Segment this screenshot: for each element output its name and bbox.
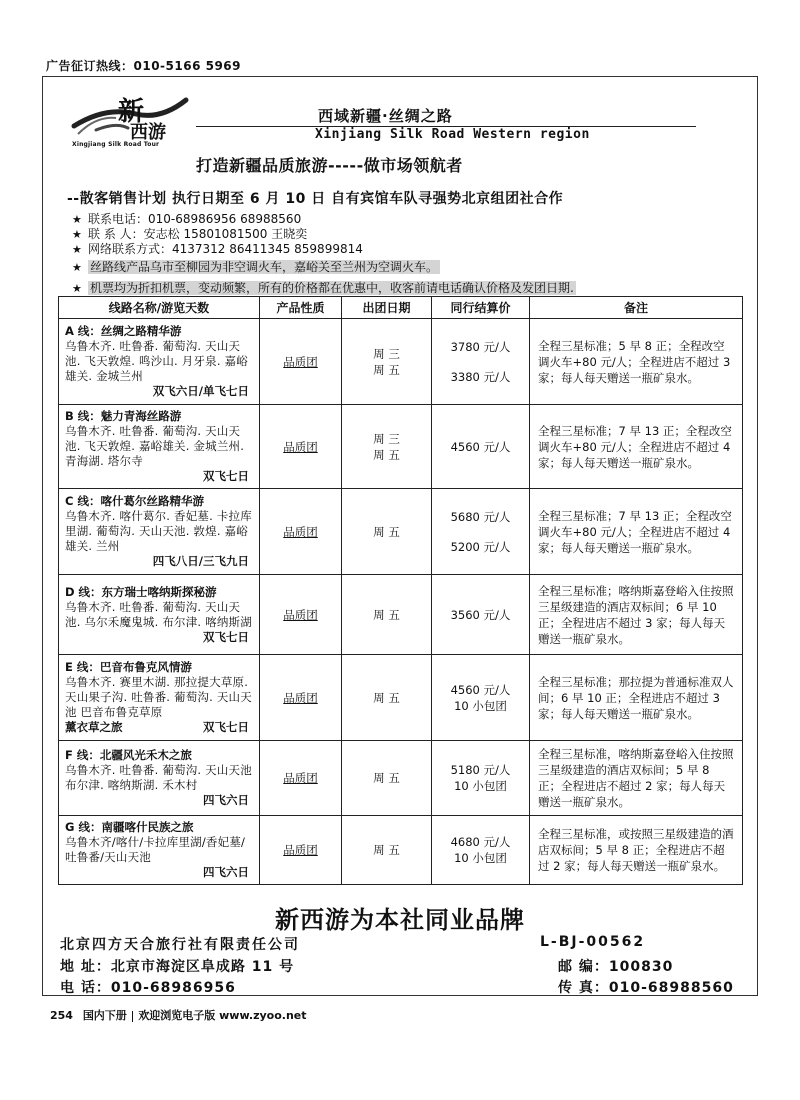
price: 4680 元/人 [450, 835, 511, 849]
route-title: B 线：魅力青海丝路游 [65, 409, 182, 423]
route-description: 乌鲁木齐. 吐鲁番. 葡萄沟. 天山天池. 飞天敦煌. 鸣沙山. 月牙泉. 嘉峪雄关. 金城兰州 [65, 339, 248, 383]
price-cell [432, 741, 530, 816]
price: 5200 元/人 [450, 539, 511, 554]
brand-title: 西域新疆·丝绸之路 [318, 107, 453, 125]
table-row [59, 741, 743, 816]
page-number: 254 [50, 1009, 73, 1022]
table-header-row [59, 297, 743, 319]
price-cell [432, 816, 530, 885]
route-table [58, 296, 743, 885]
note-cell [530, 489, 743, 575]
departure-day: 周 五 [373, 447, 400, 462]
header-type: 产品性质 [260, 297, 342, 319]
route-theme: 薰衣草之旅 [65, 720, 123, 734]
star-icon: ★ [72, 243, 82, 256]
product-type-cell [260, 405, 342, 489]
price: 4560 元/人 [450, 439, 511, 454]
slogan: 打造新疆品质旅游-----做市场领航者 [196, 156, 463, 175]
note-cell [530, 319, 743, 405]
product-type: 品质团 [283, 690, 318, 705]
departure-cell [342, 319, 432, 405]
route-note: 全程三星标准；7 早 13 正；全程改空调火车+80 元/人；全程进店不超过 4 家；每人每天赠送一瓶矿泉水。 [538, 508, 732, 555]
departure-day: 周 五 [373, 771, 400, 785]
route-title: C 线：喀什葛尔丝路精华游 [65, 494, 204, 508]
product-type-cell [260, 319, 342, 405]
product-type: 品质团 [283, 354, 318, 369]
route-note: 全程三星标准；7 早 13 正；全程改空调火车+80 元/人；全程进店不超过 4 家；每人每天赠送一瓶矿泉水。 [538, 423, 732, 470]
price: 3380 元/人 [450, 369, 511, 384]
note-cell [530, 405, 743, 489]
page-footer [50, 1007, 307, 1023]
route-cell [59, 816, 260, 885]
departure-cell [342, 816, 432, 885]
footer-divider [132, 1011, 134, 1022]
star-icon: ★ [72, 282, 82, 295]
price: 10 小包团 [454, 779, 507, 793]
note-cell [530, 741, 743, 816]
table-row [59, 655, 743, 741]
route-cell [59, 575, 260, 655]
route-title: A 线：丝绸之路精华游 [65, 324, 182, 338]
route-duration: 双飞七日 [203, 629, 249, 644]
route-duration: 双飞七日 [203, 469, 249, 483]
company-postcode: 邮 编：100830 [558, 959, 674, 975]
route-flight: 双飞七日 [203, 720, 249, 734]
departure-cell [342, 405, 432, 489]
price-cell [432, 575, 530, 655]
departure-day: 周 五 [373, 843, 400, 857]
table-row [59, 405, 743, 489]
route-description: 乌鲁木齐. 吐鲁番. 葡萄沟. 天山天池布尔津. 喀纳斯湖. 禾木村 [65, 763, 252, 792]
route-duration: 双飞六日/单飞七日 [152, 384, 249, 398]
header-note: 备注 [530, 297, 743, 319]
departure-day: 周 五 [373, 362, 400, 377]
company-address: 地 址：北京市海淀区阜成路 11 号 [60, 959, 295, 975]
table-row [59, 319, 743, 405]
price-cell [432, 655, 530, 741]
company-phone: 电 话：010-68986956 [60, 980, 236, 996]
product-type-cell [260, 655, 342, 741]
route-title: D 线：东方瑞士喀纳斯探秘游 [65, 584, 217, 599]
route-note: 全程三星标准；那拉提为普通标准双人间；6 早 10 正；全程进店不超过 3 家；每人每天赠送一瓶矿泉水。 [538, 674, 734, 721]
price: 5180 元/人 [450, 763, 511, 777]
note-cell [530, 816, 743, 885]
route-title: F 线：北疆风光禾木之旅 [65, 748, 192, 762]
product-type: 品质团 [283, 524, 318, 539]
price: 3560 元/人 [450, 607, 511, 622]
license-number: L-BJ-00562 [540, 934, 646, 950]
product-type-cell [260, 489, 342, 575]
logo-english: Xingjiang Silk Road Tour [72, 141, 160, 148]
header-date: 出团日期 [342, 297, 432, 319]
route-duration: 四飞六日 [203, 865, 249, 879]
departure-day: 周 五 [373, 690, 400, 705]
route-note: 全程三星标准；喀纳斯嘉登峪入住按照三星级建造的酒店双标间；6 早 10 正；全程进店不超过 3 家；每人每天赠送一瓶矿泉水。 [538, 583, 734, 646]
contact-line [72, 212, 301, 227]
star-icon: ★ [72, 261, 82, 274]
sales-plan: --散客销售计划 执行日期至 6 月 10 日 自有宾馆车队寻强势北京组团社合作 [67, 191, 564, 207]
header-price: 同行结算价 [432, 297, 530, 319]
product-type: 品质团 [283, 771, 318, 785]
route-description: 乌鲁木齐. 吐鲁番. 葡萄沟. 天山天池. 乌尔禾魔鬼城. 布尔津. 喀纳斯湖 [65, 599, 252, 629]
route-duration: 四飞八日/三飞九日 [152, 554, 249, 568]
contact-text: 机票均为折扣机票，变动频繁，所有的价格都在优惠中，收客前请电话确认价格及发团日期. [90, 281, 574, 295]
departure-day: 周 五 [373, 524, 400, 539]
table-row [59, 489, 743, 575]
route-cell [59, 741, 260, 816]
section-name: 国内下册 [82, 1009, 127, 1022]
price-cell [432, 489, 530, 575]
contact-text: 联 系 人：安志松 15801081500 王晓奕 [88, 227, 308, 241]
route-description: 乌鲁木齐. 赛里木湖. 那拉提大草原. 天山果子沟. 吐鲁番. 葡萄沟. 天山天池 巴音布鲁克草原 [65, 675, 252, 719]
route-cell [59, 319, 260, 405]
departure-day: 周 三 [373, 346, 400, 361]
departure-day: 周 五 [373, 607, 400, 622]
route-note: 全程三星标准；5 早 8 正；全程改空调火车+80 元/人；全程进店不超过 3 家；每人每天赠送一瓶矿泉水。 [538, 338, 731, 385]
price-gap [432, 355, 529, 369]
contact-line [72, 260, 440, 275]
logo-text: 西游 [130, 122, 166, 143]
note-cell [530, 575, 743, 655]
product-type-cell [260, 575, 342, 655]
route-description: 乌鲁木齐. 喀什葛尔. 香妃墓. 卡拉库里湖. 葡萄沟. 天山天池. 敦煌. 嘉峪雄关. 兰州 [65, 509, 252, 553]
route-title: E 线：巴音布鲁克风情游 [65, 660, 192, 674]
route-note: 全程三星标准，喀纳斯嘉登峪入住按照三星级建造的酒店双标间；5 早 8 正；全程进店不超过 2 家；每人每天赠送一瓶矿泉水。 [538, 747, 734, 809]
departure-day: 周 三 [373, 431, 400, 446]
route-cell [59, 655, 260, 741]
route-duration: 四飞六日 [203, 793, 249, 807]
departure-cell [342, 741, 432, 816]
price: 10 小包团 [454, 851, 507, 865]
contact-line [72, 242, 363, 257]
route-cell [59, 405, 260, 489]
route-description: 乌鲁木齐/喀什/卡拉库里湖/香妃墓/吐鲁番/天山天池 [65, 835, 246, 864]
contact-line [72, 281, 576, 296]
route-duration [65, 720, 253, 735]
contact-text: 联系电话：010-68986956 68988560 [88, 212, 302, 226]
company-fax: 传 真：010-68988560 [558, 980, 734, 996]
star-icon: ★ [72, 213, 82, 226]
brand-english: Xinjiang Silk Road Western region [315, 127, 590, 142]
logo-mark: 新 [118, 97, 145, 127]
contact-line [72, 227, 307, 242]
product-type: 品质团 [283, 439, 318, 454]
footer-text: 欢迎浏览电子版 www.zyoo.net [138, 1009, 307, 1022]
price: 3780 元/人 [450, 339, 511, 354]
product-type: 品质团 [283, 607, 318, 622]
price: 5680 元/人 [450, 509, 511, 524]
price-cell [432, 319, 530, 405]
header-route: 线路名称/游览天数 [59, 297, 260, 319]
product-type: 品质团 [283, 843, 318, 857]
departure-cell [342, 489, 432, 575]
table-row [59, 575, 743, 655]
departure-cell [342, 575, 432, 655]
table-row [59, 816, 743, 885]
contact-text: 网络联系方式：4137312 86411345 859899814 [88, 242, 363, 256]
route-cell [59, 489, 260, 575]
company-brand-title: 新西游为本社同业品牌 [275, 906, 525, 934]
price: 10 小包团 [454, 698, 507, 713]
star-icon: ★ [72, 228, 82, 241]
product-type-cell [260, 816, 342, 885]
price-gap [432, 525, 529, 539]
contact-text: 丝路线产品乌市至柳园为非空调火车，嘉峪关至兰州为空调火车。 [90, 260, 439, 274]
route-note: 全程三星标准，或按照三星级建造的酒店双标间；5 早 8 正；全程进店不超过 2 家；每人每天赠送一瓶矿泉水。 [538, 827, 734, 873]
price: 4560 元/人 [450, 682, 511, 697]
price-cell [432, 405, 530, 489]
ad-hotline: 广告征订热线：010-5166 5969 [46, 59, 242, 73]
departure-cell [342, 655, 432, 741]
route-title: G 线：南疆喀什民族之旅 [65, 820, 194, 834]
company-name: 北京四方天合旅行社有限责任公司 [60, 937, 300, 953]
note-cell [530, 655, 743, 741]
route-description: 乌鲁木齐. 吐鲁番. 葡萄沟. 天山天池. 飞天敦煌. 嘉峪雄关. 金城兰州. 青海湖. 塔尔寺 [65, 424, 245, 468]
product-type-cell [260, 741, 342, 816]
